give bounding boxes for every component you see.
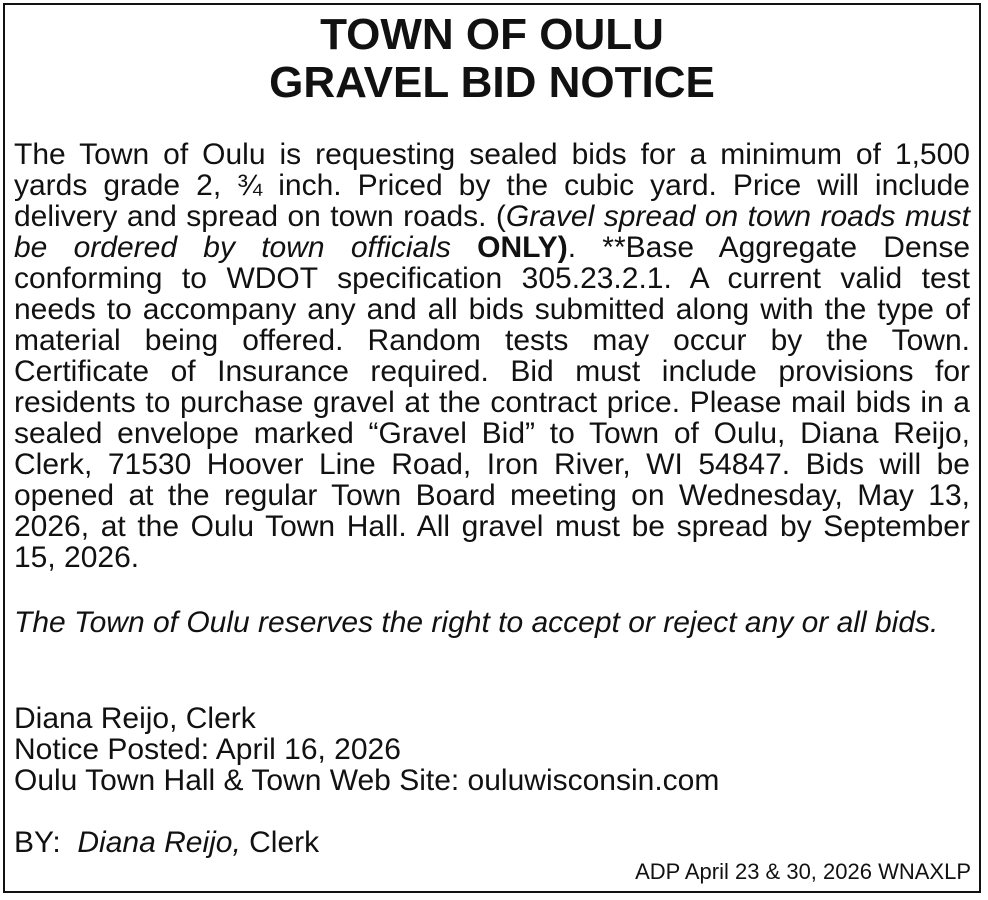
by-signer-name: Diana Reijo, (77, 826, 241, 859)
notice-title (5, 11, 979, 107)
p1-text-a: The Town of Oulu is requesting sealed bids for a minimum of 1,500 yards grade 2, ¾ inch. Priced by the cubic yard. Price will include delivery and spread on town roads. ( (14, 138, 970, 233)
title-line-1: TOWN OF OULU (320, 10, 664, 59)
bid-details-paragraph (14, 139, 970, 573)
title-line-2: GRAVEL BID NOTICE (269, 58, 715, 107)
reservation-paragraph: The Town of Oulu reserves the right to accept or reject any or all bids. (14, 606, 939, 639)
signature-block (14, 703, 970, 796)
by-prefix: BY: (14, 826, 78, 859)
by-signer-title: Clerk (240, 826, 320, 859)
notice-posted-date: Notice Posted: April 16, 2026 (14, 733, 401, 766)
p1-italic-text: Gravel spread on town roads must be ordered by town officials (14, 200, 970, 264)
p1-text-b: . **Base Aggregate Dense conforming to WDOT specification 305.23.2.1. A current valid test needs to accompany any and all bids submitted along with the type of material being offered. Random tests may occur by the Town. Certificate of Insurance required. Bid must include provisions for residents to purchase gravel at the contract price. Please mail bids in a sealed envelope marked “Gravel Bid” to Town of Oulu, Diana Reijo, Clerk, 71530 Hoover Line Road, Iron River, WI 54847. Bids will be opened at the regular Town Board meeting on Wednesday, May 13, 2026, at the Oulu Town Hall. All gravel must be spread by September 15, 2026. (14, 231, 971, 574)
notice-box (3, 3, 981, 893)
publication-footer: ADP April 23 & 30, 2026 WNAXLP (635, 859, 971, 884)
posting-location: Oulu Town Hall & Town Web Site: ouluwisconsin.com (14, 764, 720, 797)
clerk-name: Diana Reijo, Clerk (14, 702, 256, 735)
by-line (14, 827, 970, 858)
p1-bold-text: ONLY) (450, 231, 568, 264)
